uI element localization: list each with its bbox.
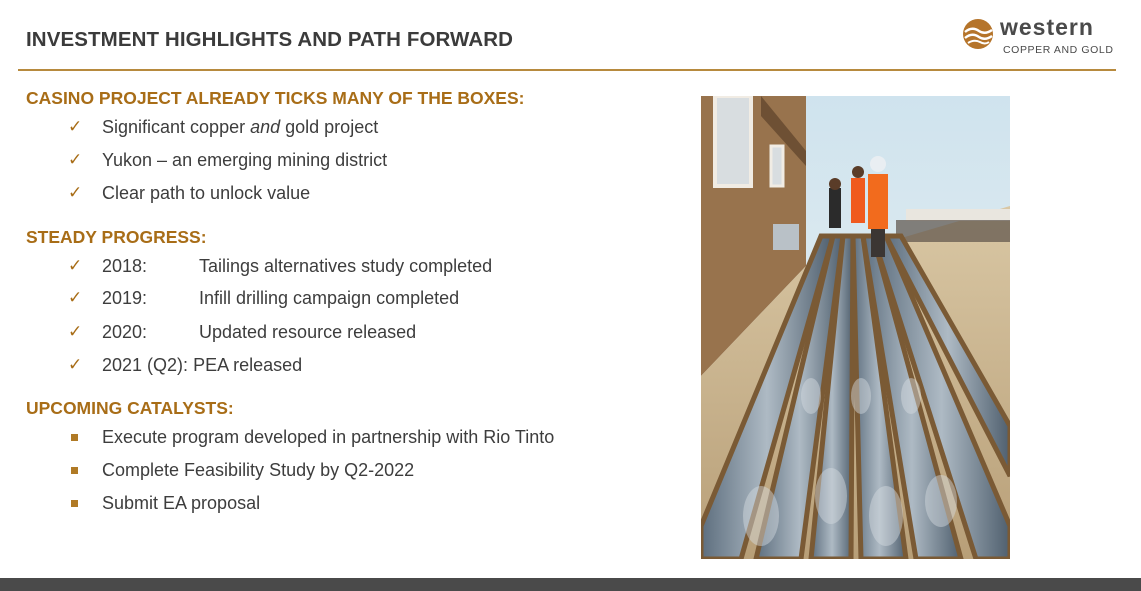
progress-year-and-description: 2021 (Q2): PEA released bbox=[102, 355, 303, 375]
section-heading-progress: STEADY PROGRESS: bbox=[26, 227, 207, 247]
check-icon: ✓ bbox=[68, 322, 83, 341]
logo-wordmark: western bbox=[1000, 14, 1094, 40]
check-icon: ✓ bbox=[68, 355, 83, 374]
check-icon: ✓ bbox=[68, 256, 83, 275]
company-logo bbox=[962, 16, 1122, 60]
list-item-text: Clear path to unlock value bbox=[102, 183, 311, 203]
progress-year: 2020: bbox=[102, 322, 148, 342]
check-icon: ✓ bbox=[68, 183, 83, 202]
list-item-text: Submit EA proposal bbox=[102, 493, 261, 513]
check-icon: ✓ bbox=[68, 288, 83, 307]
drill-core-photo-illustration bbox=[701, 96, 1010, 559]
logo-subtitle: COPPER AND GOLD bbox=[1003, 44, 1114, 56]
footer-bar bbox=[0, 578, 1141, 591]
header-divider bbox=[18, 69, 1116, 71]
list-item-text: Execute program developed in partnership with Rio Tinto bbox=[102, 427, 555, 447]
section-heading-casino: CASINO PROJECT ALREADY TICKS MANY OF THE BOXES: bbox=[26, 88, 525, 108]
list-item-text: Complete Feasibility Study by Q2-2022 bbox=[102, 460, 415, 480]
progress-description: Infill drilling campaign completed bbox=[199, 288, 460, 308]
square-bullet-icon bbox=[71, 467, 78, 474]
list-item-text: Yukon – an emerging mining district bbox=[102, 150, 388, 170]
section-heading-catalysts: UPCOMING CATALYSTS: bbox=[26, 398, 234, 418]
logo-mark-icon bbox=[962, 18, 994, 50]
progress-description: Updated resource released bbox=[199, 322, 417, 342]
check-icon: ✓ bbox=[68, 117, 83, 136]
list-item-text: Significant copper and gold project bbox=[102, 117, 379, 137]
progress-year: 2019: bbox=[102, 288, 148, 308]
progress-description: Tailings alternatives study completed bbox=[199, 256, 493, 276]
square-bullet-icon bbox=[71, 500, 78, 507]
drill-core-photo bbox=[701, 96, 1010, 559]
square-bullet-icon bbox=[71, 434, 78, 441]
page-title: INVESTMENT HIGHLIGHTS AND PATH FORWARD bbox=[26, 28, 514, 51]
check-icon: ✓ bbox=[68, 150, 83, 169]
progress-year: 2018: bbox=[102, 256, 148, 276]
